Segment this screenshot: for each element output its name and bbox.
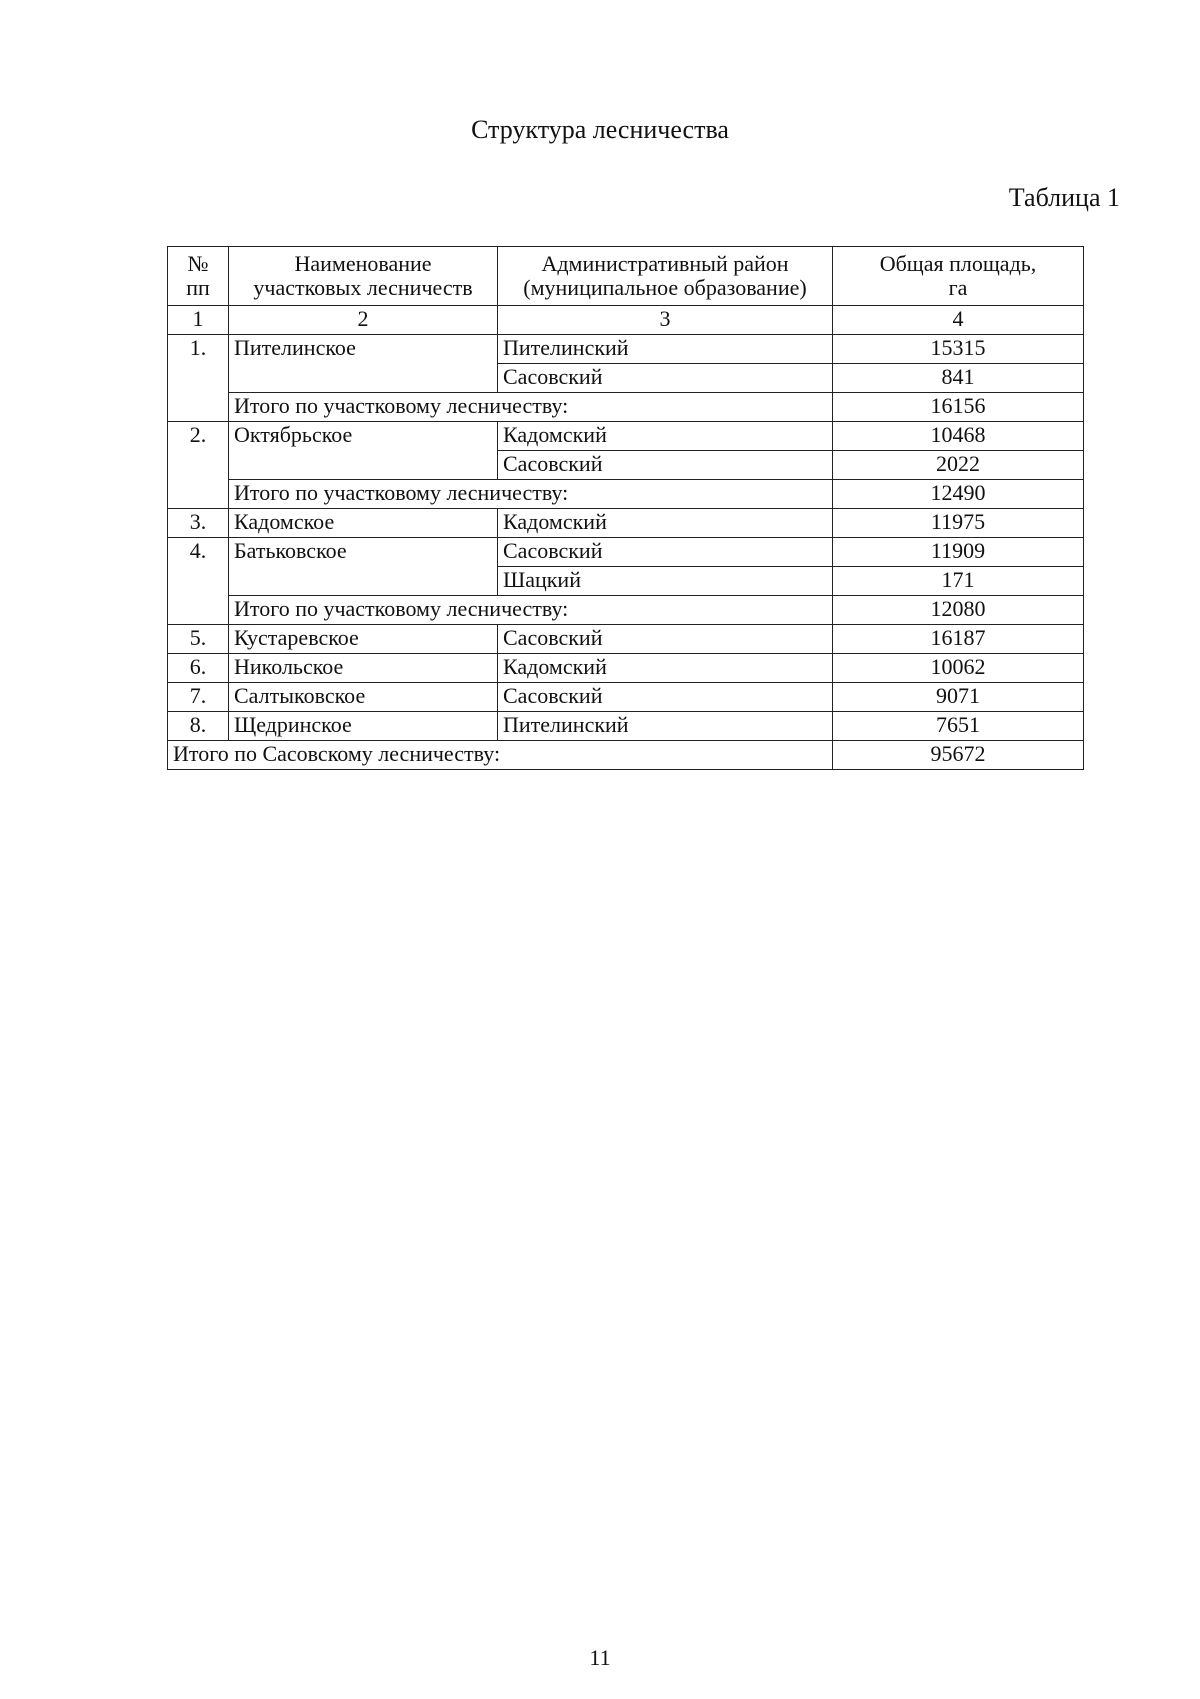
table-row	[168, 538, 1084, 567]
subtotal-label: Итого по участковому лесничеству:	[229, 480, 833, 509]
column-number: 4	[833, 306, 1084, 335]
subtotal-row	[168, 393, 1084, 422]
page-number: 11	[589, 1645, 611, 1670]
column-number: 2	[229, 306, 498, 335]
district-name: Сасовский	[498, 538, 833, 567]
district-name: Сасовский	[498, 364, 833, 393]
subtotal-label: Итого по участковому лесничеству:	[229, 596, 833, 625]
table-row	[168, 509, 1084, 538]
area-value: 171	[833, 567, 1084, 596]
district-name: Кадомский	[498, 422, 833, 451]
subtotal-value: 12490	[833, 480, 1084, 509]
grand-total-row	[168, 741, 1084, 770]
table-row	[168, 422, 1084, 451]
grand-total-label: Итого по Сасовскому лесничеству:	[168, 741, 833, 770]
table-row	[168, 712, 1084, 741]
forestry-name: Салтыковское	[229, 683, 498, 712]
district-name: Кадомский	[498, 654, 833, 683]
area-value: 11975	[833, 509, 1084, 538]
table-row	[168, 683, 1084, 712]
header-number: № пп	[168, 247, 229, 306]
table-label: Таблица 1	[1008, 183, 1120, 212]
district-name: Кадомский	[498, 509, 833, 538]
district-name: Сасовский	[498, 625, 833, 654]
row-number: 2.	[168, 422, 229, 509]
area-value: 15315	[833, 335, 1084, 364]
subtotal-value: 12080	[833, 596, 1084, 625]
district-name: Пителинский	[498, 335, 833, 364]
forestry-structure-table	[167, 246, 1084, 770]
forestry-name: Батьковское	[229, 538, 498, 596]
header-district: Административный район (муниципальное образование)	[498, 247, 833, 306]
row-number: 5.	[168, 625, 229, 654]
area-value: 841	[833, 364, 1084, 393]
forestry-name: Кадомское	[229, 509, 498, 538]
district-name: Сасовский	[498, 451, 833, 480]
area-value: 16187	[833, 625, 1084, 654]
table-row	[168, 335, 1084, 364]
column-number: 3	[498, 306, 833, 335]
column-number-row	[168, 306, 1084, 335]
row-number: 3.	[168, 509, 229, 538]
row-number: 6.	[168, 654, 229, 683]
forestry-name: Октябрьское	[229, 422, 498, 480]
district-name: Пителинский	[498, 712, 833, 741]
area-value: 7651	[833, 712, 1084, 741]
header-name: Наименование участковых лесничеств	[229, 247, 498, 306]
row-number: 1.	[168, 335, 229, 422]
area-value: 10062	[833, 654, 1084, 683]
forestry-name: Никольское	[229, 654, 498, 683]
subtotal-label: Итого по участковому лесничеству:	[229, 393, 833, 422]
document-title: Структура лесничества	[471, 115, 729, 144]
row-number: 4.	[168, 538, 229, 625]
district-name: Шацкий	[498, 567, 833, 596]
forestry-name: Кустаревское	[229, 625, 498, 654]
table-row	[168, 654, 1084, 683]
subtotal-row	[168, 596, 1084, 625]
header-area: Общая площадь, га	[833, 247, 1084, 306]
column-number: 1	[168, 306, 229, 335]
forestry-name: Пителинское	[229, 335, 498, 393]
grand-total-value: 95672	[833, 741, 1084, 770]
table-header-row	[168, 247, 1084, 306]
area-value: 9071	[833, 683, 1084, 712]
area-value: 2022	[833, 451, 1084, 480]
row-number: 7.	[168, 683, 229, 712]
row-number: 8.	[168, 712, 229, 741]
area-value: 10468	[833, 422, 1084, 451]
forestry-name: Щедринское	[229, 712, 498, 741]
district-name: Сасовский	[498, 683, 833, 712]
area-value: 11909	[833, 538, 1084, 567]
subtotal-row	[168, 480, 1084, 509]
subtotal-value: 16156	[833, 393, 1084, 422]
table-row	[168, 625, 1084, 654]
